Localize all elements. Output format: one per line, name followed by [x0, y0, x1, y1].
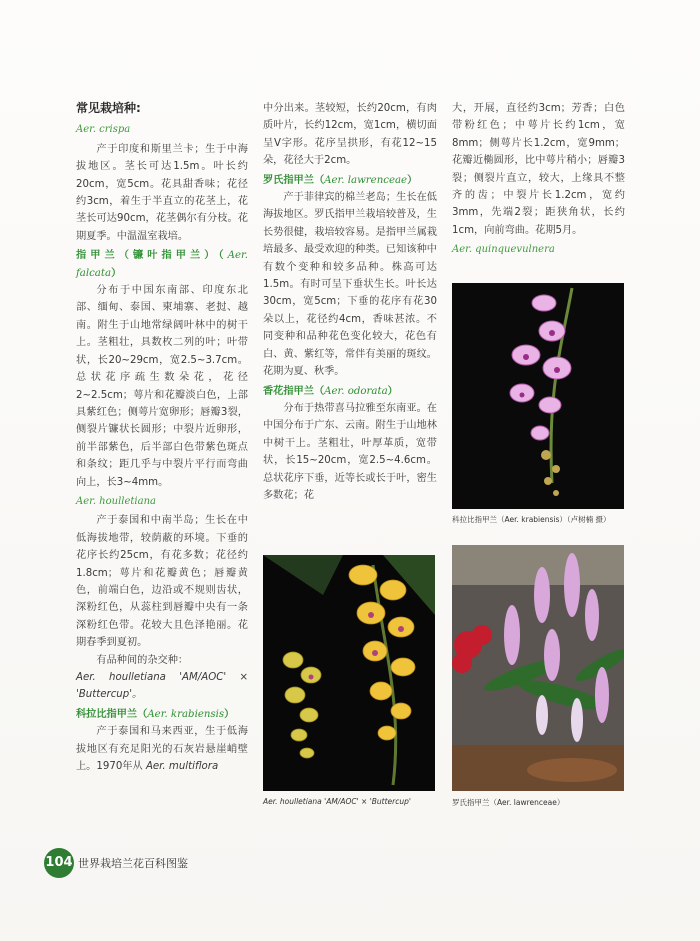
- page-number-badge: 104: [44, 848, 74, 878]
- photo-lawrenceae: [452, 545, 624, 791]
- section-title: 常见栽培种:: [76, 101, 141, 115]
- photo-hybrid: [263, 555, 435, 791]
- hybrid-latin: [76, 669, 248, 704]
- species-heading-krabiensis: 科拉比指甲兰（Aer. krabiensis）: [76, 708, 235, 720]
- odorata-continued: 大，开展，直径约3cm；芳香；白色带粉红色；中萼片长约1cm，宽8mm；侧萼片长1.2cm，宽9mm；花瓣近椭圆形，比中萼片稍小；唇瓣3裂；侧裂片直立，较大，上缘具不整齐的齿；中裂片长1.2cm，宽约3mm，先端2裂；距狭角状，长约1cm，向前弯曲。花期5月。: [452, 103, 625, 236]
- species-text-lawrenceae: 产于菲律宾的棉兰老岛；生长在低海拔地区。罗氏指甲兰栽培较普及，生长势很健，栽培较容易。是指甲兰属栽培最多、最受欢迎的种类。已知该种中有数个变种和较多品种。株高可达1.5m。有时可呈下垂状生长。叶长达30cm，宽5cm；下垂的花序有花30朵以上，花径约4cm，香味甚浓。不同变种和品种花色变化较大，花色有白、黄、紫红等，常伴有美丽的斑纹。花期为夏、秋季。: [263, 192, 437, 378]
- species-text-falcata: 分布于中国东南部、印度东北部、缅甸、泰国、柬埔寨、老挝、越南。附生于山地常绿阔叶林中的树干上。茎粗壮，具数枚二列的叶；叶带状，长20~29cm，宽2.5~3.7cm。总状花序疏生数朵花，花径2~2.5cm；萼片和花瓣淡白色，上部具紫红色；侧萼片宽卵形；唇瓣3裂，侧裂片镰状长圆形；中裂片近卵形，前半部紫色，后半部白色带紫色斑点和条纹；距几乎与中裂片平行而弯曲向上，长3~4mm。: [76, 285, 248, 488]
- book-title: 世界栽培兰花百科图鉴: [78, 857, 188, 870]
- caption-hybrid: Aer. houlletiana 'AM/AOC' × 'Buttercup': [263, 797, 411, 806]
- species-name-falcata: 指甲兰（镰叶指甲兰）: [76, 250, 219, 262]
- hybrid-intro: 有品种间的杂交种：: [96, 654, 189, 666]
- species-text-krabiensis-body: 产于泰国和马来西亚，生于低海拔地区有充足阳光的石灰岩悬崖峭壁上。1970年从: [76, 726, 248, 773]
- photo-krabiensis: [452, 283, 624, 509]
- krabiensis-continued: 中分出来。茎较短，长约20cm，有肉质叶片，长约12cm，宽1cm，横切面呈V字形。花序呈拱形，有花12~15朵，花径大于2cm。: [263, 103, 437, 167]
- species-name-odorata: 香花指甲兰: [263, 385, 314, 397]
- hybrid-latin-name: Aer. houlletiana 'AM/AOC' × 'Buttercup'。: [76, 672, 248, 701]
- species-heading-lawrenceae: 罗氏指甲兰（Aer. lawrenceae）: [263, 174, 418, 186]
- orchid-lawrenceae-illustration: [452, 545, 624, 791]
- species-text-crispa: 产于印度和斯里兰卡；生于中海拔地区。茎长可达1.5m。叶长约20cm，宽5cm。花具甜香味；花径约3cm，着生于半直立的花茎上，花茎长可达90cm，花茎偶尔有分枝。花期夏季。中温温室栽培。: [76, 143, 248, 242]
- species-latin-quinquevulnera: Aer. quinquevulnera: [452, 244, 555, 256]
- species-name-krabiensis: 科拉比指甲兰: [76, 708, 138, 720]
- species-latin-odorata: Aer. odorata: [324, 385, 388, 397]
- species-heading-odorata: 香花指甲兰（Aer. odorata）: [263, 385, 398, 397]
- species-latin-crispa: Aer. crispa: [76, 124, 131, 136]
- text-column-1: [76, 100, 248, 775]
- species-latin-lawrenceae: Aer. lawrenceae: [324, 174, 408, 186]
- species-name-lawrenceae: 罗氏指甲兰: [263, 174, 314, 186]
- species-text-houlletiana: 产于泰国和中南半岛；生长在中低海拔地带，较荫蔽的环境。下垂的花序长约25cm，有花多数；花径约1.8cm；萼片和花瓣黄色；唇瓣黄色，前端白色，边沿或不规则齿状，深粉红色，从蕊柱到唇瓣中央有一条深粉红色带。花较大且色泽艳丽。花期春季到夏初。: [76, 515, 248, 649]
- text-column-2: [263, 100, 437, 504]
- orchid-hybrid-illustration: [263, 555, 435, 791]
- caption-lawrenceae: 罗氏指甲兰（Aer. lawrenceae）: [452, 798, 565, 807]
- species-text-krabiensis-latin: Aer. multiflora: [145, 761, 219, 773]
- text-column-3: [452, 100, 625, 261]
- species-latin-falcata: Aer. falcata: [76, 250, 249, 279]
- species-text-odorata: 分布于热带喜马拉雅至东南亚。在中国分布于广东、云南。附生于山地林中树干上。茎粗壮，叶厚革质，宽带状，长15~20cm，宽2.5~4.6cm。总状花序下垂，近等长或长于叶，密生多数花；花: [263, 402, 437, 501]
- species-latin-houlletiana: Aer. houlletiana: [76, 495, 156, 507]
- caption-krabiensis: 科拉比指甲兰（Aer. krabiensis）（卢树楠 摄）: [452, 515, 611, 524]
- species-text-krabiensis: [76, 723, 248, 775]
- species-heading-falcata: 指甲兰（镰叶指甲兰）（Aer. falcata）: [76, 250, 249, 279]
- species-latin-krabiensis: Aer. krabiensis: [147, 708, 225, 720]
- orchid-krabiensis-illustration: [452, 283, 624, 509]
